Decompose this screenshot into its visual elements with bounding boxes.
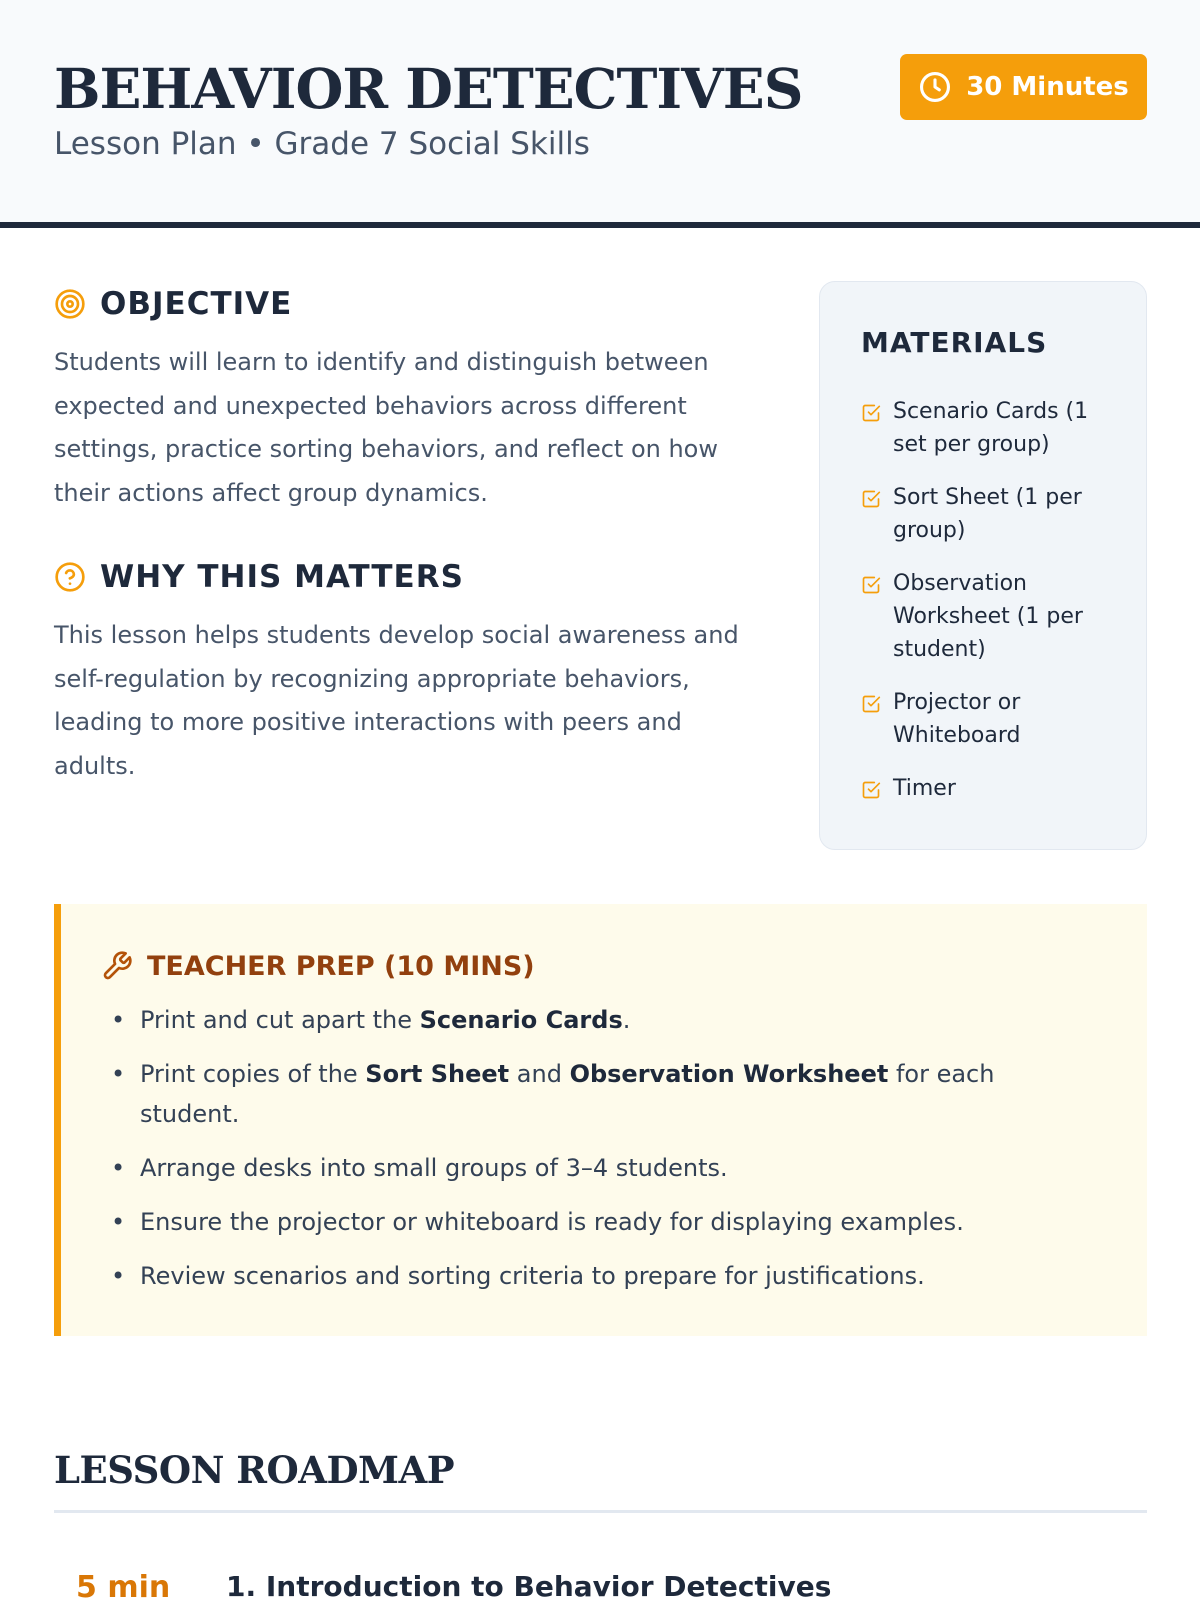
prep-item <box>101 1148 1041 1188</box>
materials-item <box>861 772 1122 805</box>
materials-item-label: Sort Sheet (1 per group) <box>893 485 1082 543</box>
checkbox-icon <box>861 780 881 800</box>
objective-heading-label: OBJECTIVE <box>100 286 293 322</box>
prep-text: Arrange desks into small groups of 3–4 students. <box>140 1154 728 1182</box>
prep-strong: Observation Worksheet <box>569 1060 889 1088</box>
roadmap-heading: LESSON ROADMAP <box>54 1448 455 1492</box>
prep-strong: Scenario Cards <box>419 1006 623 1034</box>
question-circle-icon <box>54 561 86 593</box>
roadmap-divider <box>54 1510 1147 1513</box>
prep-item <box>101 1054 1041 1134</box>
prep-item <box>101 1202 1041 1242</box>
teacher-prep-panel <box>54 904 1147 1336</box>
teacher-prep-heading <box>101 950 1147 982</box>
prep-item <box>101 1256 1041 1296</box>
teacher-prep-heading-label: TEACHER PREP (10 MINS) <box>147 950 535 982</box>
materials-item-label: Timer <box>893 776 956 801</box>
roadmap-step-time: 5 min <box>76 1570 171 1605</box>
checkbox-icon <box>861 489 881 509</box>
prep-text: and <box>509 1060 570 1088</box>
teacher-prep-list <box>101 1000 1147 1296</box>
prep-text: for each student. <box>140 1060 995 1128</box>
materials-item <box>861 481 1122 547</box>
prep-strong: Sort Sheet <box>365 1060 510 1088</box>
materials-item <box>861 567 1122 666</box>
prep-text: . <box>622 1006 631 1034</box>
page-title: BEHAVIOR DETECTIVES <box>54 56 803 121</box>
materials-item-label: Observation Worksheet (1 per student) <box>893 571 1083 662</box>
page-subtitle: Lesson Plan • Grade 7 Social Skills <box>54 126 590 162</box>
materials-item <box>861 686 1122 752</box>
materials-list <box>861 395 1122 805</box>
prep-text: Ensure the projector or whiteboard is ready for displaying examples. <box>140 1208 964 1236</box>
checkbox-icon <box>861 694 881 714</box>
target-icon <box>54 288 86 320</box>
materials-heading: MATERIALS <box>861 326 1048 359</box>
checkbox-icon <box>861 575 881 595</box>
objective-text: Students will learn to identify and distinguish between expected and unexpected behaviors across different settings, practice sorting behaviors, and reflect on how their actions affect group dynamics. <box>54 348 718 507</box>
why-text: This lesson helps students develop social awareness and self-regulation by recognizing appropriate behaviors, leading to more positive interactions with peers and adults. <box>54 621 739 780</box>
why-heading <box>54 559 464 595</box>
prep-text: Review scenarios and sorting criteria to prepare for justifications. <box>140 1262 925 1290</box>
prep-item <box>101 1000 1041 1040</box>
prep-text: Print copies of the <box>140 1060 366 1088</box>
page-header <box>0 0 1200 228</box>
prep-text: Print and cut apart the <box>140 1006 420 1034</box>
materials-item-label: Scenario Cards (1 set per group) <box>893 399 1089 457</box>
roadmap-step-title: 1. Introduction to Behavior Detectives <box>226 1570 832 1603</box>
wrench-icon <box>101 950 133 982</box>
why-heading-label: WHY THIS MATTERS <box>100 559 464 595</box>
duration-badge <box>900 54 1147 120</box>
duration-label: 30 Minutes <box>966 72 1129 102</box>
materials-item <box>861 395 1122 461</box>
materials-item-label: Projector or Whiteboard <box>893 690 1021 748</box>
materials-panel <box>819 281 1147 850</box>
objective-heading <box>54 286 292 322</box>
clock-icon <box>918 70 952 104</box>
checkbox-icon <box>861 403 881 423</box>
